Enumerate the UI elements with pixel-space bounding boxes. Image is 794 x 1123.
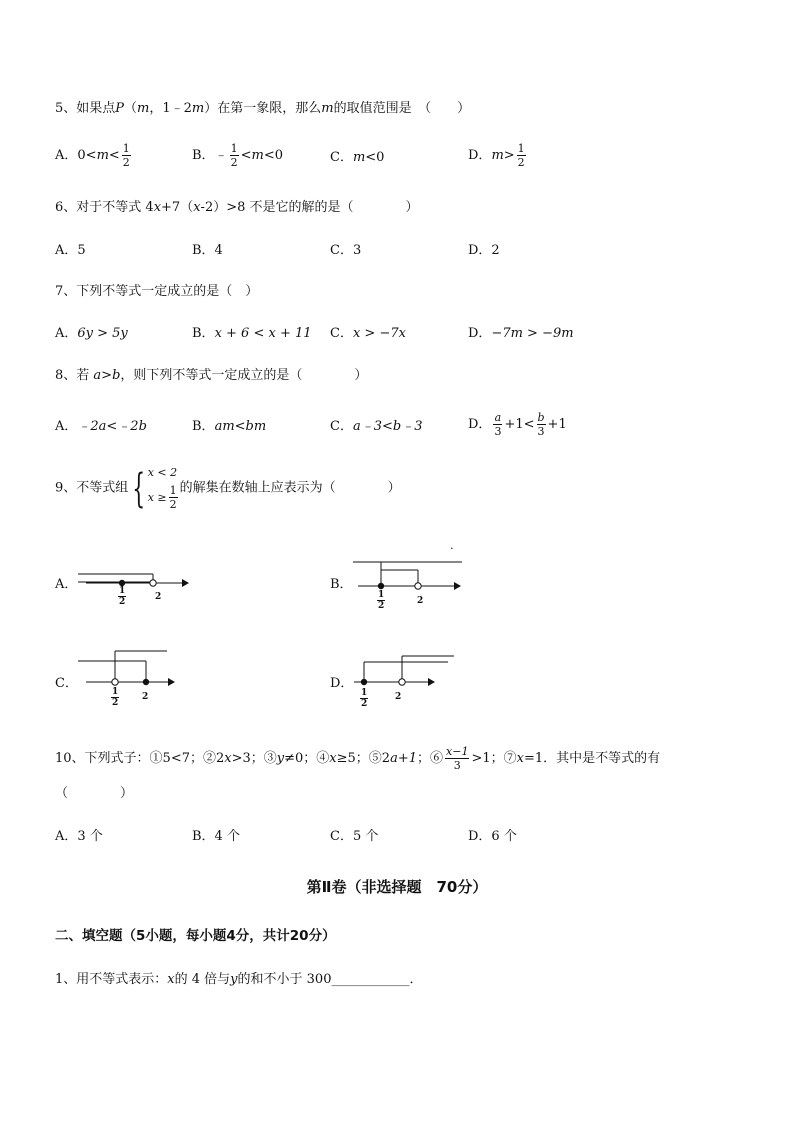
tick-label-two: 2 [142,692,149,702]
arrow-head-icon [454,582,461,590]
number-line-a-diagram [78,560,198,620]
fill-question-1: 1、用不等式表示：x的 4 倍与y的和不小于 300____________． [55,972,423,987]
open-dot [112,679,118,685]
question-10-stem: 10、下列式子：①5<7；②2x>3；③y≠0；④x≥5；⑤2a+1；⑥ $\frac{x-1}{3}$ >1；⑦x=1．其中是不等式的有 [55,745,661,772]
number-line-d [350,650,470,720]
fraction: $\frac{a}{3}$ [494,411,502,438]
fraction: $\frac{1}{2}$ [230,142,238,169]
arrow-head-icon [182,579,189,587]
question-7-option-b: B．x + 6 < x + 11 [192,326,312,341]
question-6-stem: 6、对于不等式 4x+7（x-2）>8 不是它的解的是（ ） [55,200,419,215]
fraction: $\frac{1}{2}$ [169,484,177,511]
stray-dot: . [450,539,454,552]
section-heading: 二、填空题（5小题，每小题4分，共计20分） [55,928,336,944]
question-6-option-d: D．2 [468,243,500,258]
question-8-option-c: C．a﹣3<b﹣3 [330,419,423,434]
question-10-option-d: D．6 个 [468,829,517,844]
number-line-c-diagram [76,646,196,716]
tick-label-half: $\frac{1}{2}$ [361,688,368,709]
tick-label-half: $\frac{1}{2}$ [112,687,119,708]
question-6-option-a: A．5 [55,243,86,258]
number-line-b-diagram [350,556,470,620]
question-7-option-d: D．−7m > −9m [468,326,574,341]
question-8-stem: 8、若 a>b，则下列不等式一定成立的是（ ） [55,368,368,383]
inequality-system: x < 2 x ≥ $\frac{1}{2}$ [147,466,178,511]
open-dot [399,679,405,685]
question-5-option-c: C．m<0 [330,150,385,165]
fraction: $\frac{x-1}{3}$ [446,745,469,772]
fraction: $\frac{b}{3}$ [537,411,545,438]
tick-label-half: $\frac{1}{2}$ [378,590,385,611]
question-7-option-a: A．6y > 5y [55,326,128,341]
tick-label-half: $\frac{1}{2}$ [119,586,126,607]
fraction: $\frac{1}{2}$ [517,142,525,169]
number-line-a [78,560,198,620]
question-9-option-b-label: B． [330,577,353,592]
number-line-c [76,646,196,716]
tick-label-two: 2 [155,592,162,602]
fraction: $\frac{1}{2}$ [122,142,130,169]
open-dot [415,583,421,589]
question-8-option-b: B．am<bm [192,419,267,434]
arrow-head-icon [428,678,435,686]
filled-dot [361,679,367,685]
question-10-answer-paren: （ ） [55,786,134,801]
number-line-d-diagram [350,650,470,720]
filled-dot [378,583,384,589]
question-9-option-c-label: C． [55,676,78,691]
tick-label-two: 2 [417,596,424,606]
section-title: 第Ⅱ卷（非选择题 70分） [306,878,488,896]
question-10-option-b: B．4 个 [192,829,240,844]
filled-dot [143,679,149,685]
question-9-stem: 9、不等式组 { x < 2 x ≥ $\frac{1}{2}$ 的解集在数轴上应表示为（ ） [55,465,401,512]
question-10-option-c: C．5 个 [330,829,379,844]
question-7-stem: 7、下列不等式一定成立的是（ ） [55,284,259,299]
tick-label-two: 2 [395,692,402,702]
question-5-option-b: B．﹣ $\frac{1}{2}$ <m<0 [192,142,283,169]
left-brace-icon: { [132,465,146,512]
question-5-stem: 5、如果点P（m，1﹣2m）在第一象限，那么m的取值范围是 （ ） [55,101,471,116]
question-9-option-d-label: D． [330,676,354,691]
question-9-option-a-label: A． [55,577,78,592]
answer-blank[interactable]: ____________ [331,972,410,987]
question-7-option-c: C．x > −7x [330,326,406,341]
question-5-option-a: A．0<m< $\frac{1}{2}$ [55,142,130,169]
question-6-option-c: C．3 [330,243,362,258]
question-6-option-b: B．4 [192,243,223,258]
question-10-option-a: A．3 个 [55,829,103,844]
open-dot [150,580,156,586]
question-8-option-d: D． $\frac{a}{3}$ +1< $\frac{b}{3}$ +1 [468,411,567,438]
question-8-option-a: A．﹣2a<﹣2b [55,419,147,434]
arrow-head-icon [168,678,175,686]
number-line-b [350,556,470,620]
question-5-option-d: D．m> $\frac{1}{2}$ [468,142,525,169]
